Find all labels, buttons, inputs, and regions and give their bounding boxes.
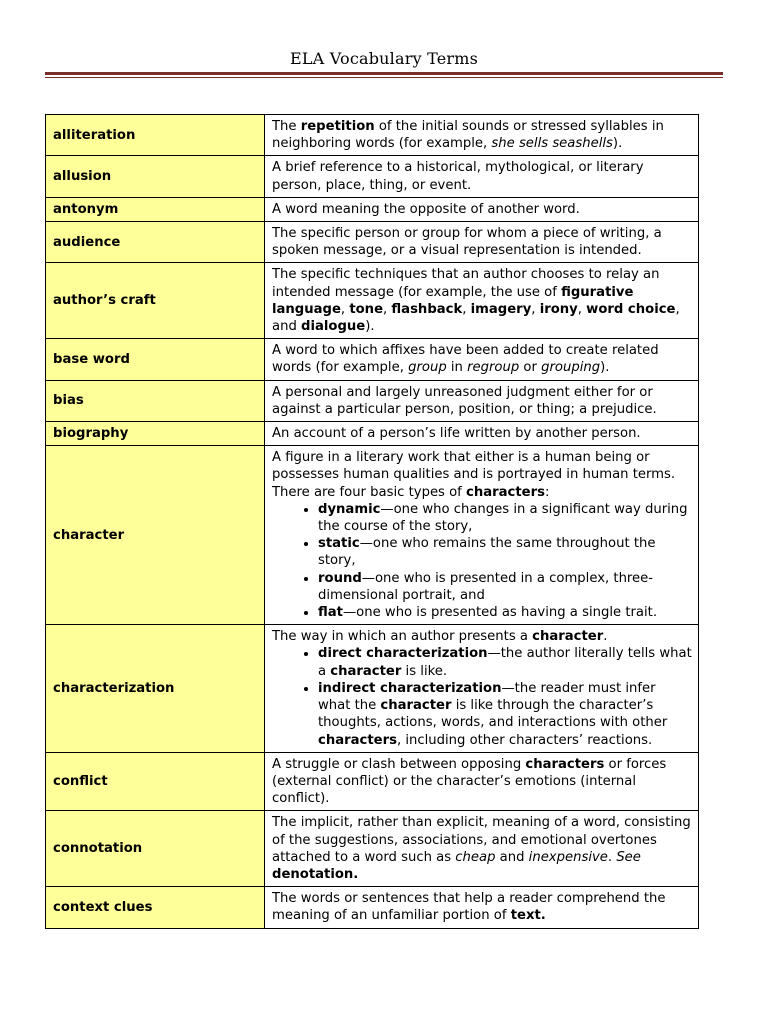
text-run: in	[446, 360, 468, 376]
definition-text	[272, 425, 692, 442]
text-run: , and	[272, 301, 680, 335]
list-item	[318, 570, 692, 604]
italic-text: cheap	[455, 849, 496, 865]
table-row	[46, 422, 699, 446]
definition-text	[272, 814, 692, 883]
definition-cell	[265, 197, 699, 221]
term-cell: alliteration	[46, 115, 265, 156]
definition-cell	[265, 811, 699, 887]
definition-text	[272, 201, 692, 218]
title-rule-thin	[45, 77, 723, 78]
term-cell: context clues	[46, 887, 265, 928]
text-run: .	[603, 629, 608, 645]
term-cell: connotation	[46, 811, 265, 887]
term-cell: author’s craft	[46, 263, 265, 339]
text-run: —the reader must infer what the	[318, 680, 656, 714]
text-run: —the author literally tells what a	[318, 646, 692, 679]
term-cell: antonym	[46, 197, 265, 221]
definition-text	[272, 628, 692, 645]
bold-text: dialogue	[301, 319, 366, 335]
table-row	[46, 222, 699, 263]
definition-cell	[265, 222, 699, 263]
table-row	[46, 156, 699, 197]
bold-text: repetition	[300, 119, 375, 134]
term-cell: character	[46, 446, 265, 625]
table-row	[46, 115, 699, 156]
text-run: —one who remains the same throughout the story,	[318, 536, 656, 569]
bold-text: word choice	[586, 301, 676, 317]
definition-cell	[265, 115, 699, 156]
table-row	[46, 263, 699, 339]
table-row	[46, 197, 699, 221]
term-cell: bias	[46, 380, 265, 421]
text-run: ,	[383, 301, 392, 317]
term-cell: allusion	[46, 156, 265, 197]
bold-text: characters	[466, 484, 545, 500]
text-run: The specific techniques that an author chooses to relay an intended message (for example, the use of	[272, 267, 660, 300]
text-run: ).	[612, 136, 623, 152]
bold-text: direct characterization	[318, 646, 488, 662]
table-row	[46, 446, 699, 625]
list-item	[318, 604, 692, 621]
text-run: ,	[531, 301, 540, 317]
bold-text: characters	[318, 732, 397, 748]
definition-bullet-list	[272, 501, 692, 621]
title-rule-thick	[45, 72, 723, 75]
definition-cell	[265, 625, 699, 752]
bold-text: dynamic	[318, 501, 381, 517]
definition-cell	[265, 380, 699, 421]
text-run: is like through the character’s thoughts, actions, words, and interactions with other	[318, 698, 668, 731]
text-run: and	[495, 849, 529, 865]
bold-text: character	[330, 663, 402, 679]
text-run: A figure in a literary work that either is a human being or possesses human qualities and is portrayed in human terms. There are four basic types of	[272, 450, 676, 500]
vocabulary-table-body	[46, 115, 699, 929]
italic-text: See	[616, 849, 641, 865]
term-cell: characterization	[46, 625, 265, 752]
text-run: The specific person or group for whom a piece of writing, a spoken message, or a visual representation is intended.	[272, 226, 662, 259]
definition-cell	[265, 263, 699, 339]
table-row	[46, 752, 699, 811]
table-row	[46, 625, 699, 752]
text-run: ,	[340, 301, 350, 317]
text-run: or	[519, 360, 542, 376]
text-run: A word meaning the opposite of another word.	[272, 201, 580, 217]
definition-text	[272, 342, 692, 376]
italic-text: she sells seashells	[491, 136, 613, 152]
text-run: An account of a person’s life written by another person.	[272, 426, 641, 442]
vocabulary-table	[45, 114, 699, 929]
bold-text: static	[318, 536, 360, 552]
text-run: —one who changes in a significant way during the course of the story,	[318, 501, 688, 535]
italic-text: grouping	[541, 360, 601, 376]
text-run: ).	[600, 360, 610, 376]
term-cell: biography	[46, 422, 265, 446]
bold-text: denotation.	[272, 866, 359, 882]
definition-text	[272, 384, 692, 418]
definition-cell	[265, 887, 699, 928]
bold-text: flat	[318, 605, 343, 621]
text-run: The words or sentences that help a reader comprehend the meaning of an unfamiliar portion of	[272, 891, 666, 924]
table-row	[46, 811, 699, 887]
italic-text: group	[408, 360, 447, 376]
text-run: ,	[577, 301, 587, 317]
definition-text	[272, 890, 692, 924]
text-run: A personal and largely unreasoned judgment either for or against a particular person, position, or thing; a prejudice.	[272, 384, 657, 417]
definition-cell	[265, 446, 699, 625]
text-run: ).	[365, 319, 375, 335]
list-item	[318, 535, 692, 569]
list-item	[318, 645, 692, 679]
definition-cell	[265, 422, 699, 446]
text-run: The	[272, 119, 301, 134]
text-run: , including other characters’ reactions.	[396, 732, 653, 748]
table-row	[46, 380, 699, 421]
text-run: A word to which affixes have been added to create related words (for example,	[272, 343, 659, 376]
definition-cell	[265, 156, 699, 197]
bold-text: character	[380, 698, 452, 714]
bold-text: indirect characterization	[318, 680, 502, 696]
text-run: :	[544, 484, 550, 500]
text-run: of the initial sounds or stressed syllables in neighboring words (for example,	[272, 119, 664, 152]
term-cell: base word	[46, 339, 265, 380]
text-run: A brief reference to a historical, mythological, or literary person, place, thing, or event.	[272, 160, 644, 193]
bold-text: flashback	[391, 301, 463, 317]
bold-text: characters	[525, 756, 605, 772]
definition-text	[272, 756, 692, 808]
text-run: .	[607, 849, 617, 865]
text-run: is like.	[401, 663, 448, 679]
italic-text: inexpensive	[528, 849, 608, 865]
text-run: The way in which an author presents a	[272, 629, 533, 645]
bold-text: text.	[510, 908, 546, 924]
definition-bullet-list	[272, 645, 692, 748]
definition-text	[272, 449, 692, 501]
table-row	[46, 339, 699, 380]
list-item	[318, 501, 692, 535]
definition-text	[272, 118, 692, 152]
text-run: —one who is presented in a complex, three-dimensional portrait, and	[318, 570, 654, 603]
italic-text: regroup	[467, 360, 520, 376]
definition-text	[272, 225, 692, 259]
definition-cell	[265, 752, 699, 811]
table-row	[46, 887, 699, 928]
bold-text: figurative language	[272, 284, 634, 317]
definition-text	[272, 159, 692, 193]
text-run: A struggle or clash between opposing	[272, 756, 526, 772]
text-run: The implicit, rather than explicit, meaning of a word, consisting of the suggestions, associations, and emotional overtones attached to a word such as	[272, 815, 691, 865]
definition-cell	[265, 339, 699, 380]
bold-text: tone	[349, 301, 384, 317]
text-run: ,	[462, 301, 471, 317]
bold-text: irony	[539, 301, 578, 317]
page-title: ELA Vocabulary Terms	[289, 49, 479, 68]
term-cell: conflict	[46, 752, 265, 811]
definition-text	[272, 266, 692, 335]
term-cell: audience	[46, 222, 265, 263]
bold-text: round	[318, 570, 362, 586]
text-run: —one who is presented as having a single trait.	[342, 605, 658, 621]
bold-text: imagery	[470, 301, 532, 317]
list-item	[318, 680, 692, 749]
text-run: or forces (external conflict) or the character’s emotions (internal conflict).	[272, 756, 667, 807]
bold-text: character	[532, 629, 604, 645]
